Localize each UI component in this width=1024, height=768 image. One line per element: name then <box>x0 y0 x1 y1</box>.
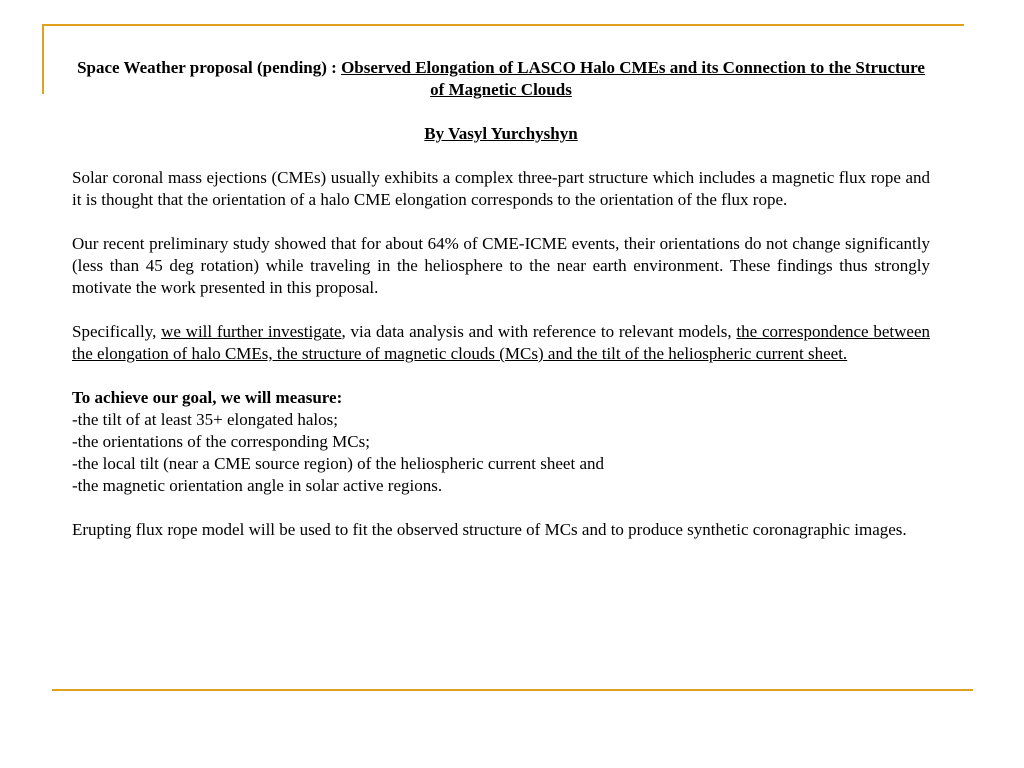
frame-top-rule <box>42 24 964 26</box>
aims-text-2: , via data analysis and with reference to relevant models, <box>341 322 737 341</box>
aims-link-correspondence: the correspondence between the elongation of halo CMEs, the structure of magnetic clouds (MCs) and the tilt of the heliospheric current sheet. <box>72 322 930 363</box>
goal-item: -the local tilt (near a CME source region) of the heliospheric current sheet and <box>72 454 604 473</box>
proposal-title <box>72 57 930 101</box>
author-name: By Vasyl Yurchyshyn <box>424 124 578 143</box>
title-prefix: Space Weather proposal (pending) : <box>77 58 342 77</box>
title-main: Observed Elongation of LASCO Halo CMEs and its Connection to the Structure of Magnetic Clouds <box>341 58 925 99</box>
goal-item: -the tilt of at least 35+ elongated halos; <box>72 410 338 429</box>
paragraph-specific-aims <box>72 321 930 365</box>
frame-left-rule <box>42 24 44 94</box>
paragraph-preliminary-study: Our recent preliminary study showed that for about 64% of CME-ICME events, their orientations do not change significantly (less than 45 deg rotation) while traveling in the heliosphere to the near earth environment. These findings thus strongly motivate the work presented in this proposal. <box>72 234 930 297</box>
goals-heading: To achieve our goal, we will measure: <box>72 388 343 407</box>
author-line <box>72 123 930 145</box>
paragraph-flux-rope-model: Erupting flux rope model will be used to fit the observed structure of MCs and to produce synthetic coronagraphic images. <box>72 520 907 539</box>
goal-item: -the magnetic orientation angle in solar active regions. <box>72 476 443 495</box>
goals-list <box>72 409 930 497</box>
aims-text-1: Specifically, <box>72 322 162 341</box>
frame-bottom-rule <box>52 689 973 691</box>
slide-content <box>72 57 930 541</box>
goal-item: -the orientations of the corresponding MCs; <box>72 432 370 451</box>
paragraph-cme-structure: Solar coronal mass ejections (CMEs) usually exhibits a complex three-part structure which includes a magnetic flux rope and it is thought that the orientation of a halo CME elongation corresponds to the orientation of the flux rope. <box>72 168 930 209</box>
aims-link-investigate: we will further investigate <box>161 322 342 341</box>
